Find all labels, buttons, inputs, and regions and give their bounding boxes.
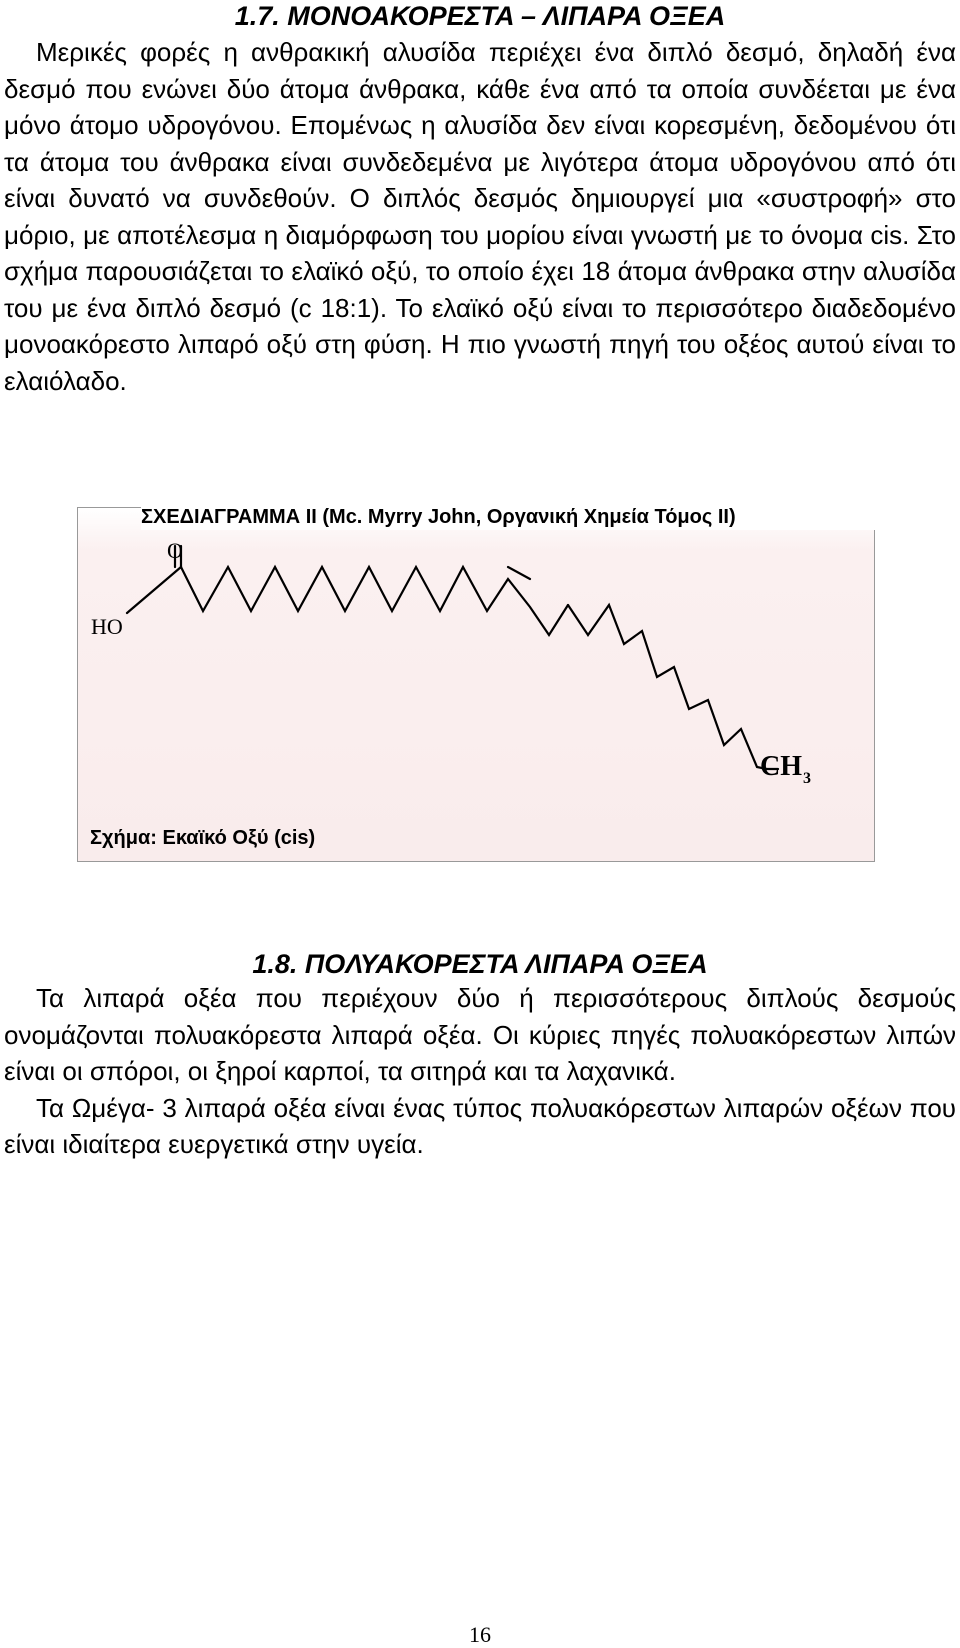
figure-title: ΣΧΕΔΙΑΓΡΑΜΜΑ ΙΙ (Mc. Myrry John, Οργανική Χημεία Τόμος ΙΙ) xyxy=(141,504,881,530)
methyl-group: CH xyxy=(760,751,802,782)
section-1-8 xyxy=(4,948,956,1163)
bond-cis-double xyxy=(508,567,530,579)
section-paragraph: Μερικές φορές η ανθρακική αλυσίδα περιέχει ένα διπλό δεσμό, δηλαδή ένα δεσμό που ενώνει δύο άτομα άνθρακα, κάθε ένα από τα οποία συνδέεται με ένα μόνο άτομο υδρογόνου. Επομένως η αλυσίδα δεν είναι κορεσμένη, δεδομένου ότι τα άτομα του άνθρακα είναι συνδεδεμένα με λιγότερα άτομα υδρογόνου από ότι είναι δυνατό να συνδεθούν. Ο διπλός δεσμός δημιουργεί μια «συστροφή» στο μόριο, με αποτέλεσμα η διαμόρφωση του μορίου είναι γνωστή με το όνομα cis. Στο σχήμα παρουσιάζεται το ελαϊκό οξύ, το οποίο έχει 18 άτομα άνθρακα στην αλυσίδα του με ένα διπλό δεσμό (c 18:1). Το ελαϊκό οξύ είναι το περισσότερο διαδεδομένο μονοακόρεστο λιπαρό οξύ στη φύση. Η πιο γνωστή πηγή του οξέος αυτού είναι το ελαιόλαδο. xyxy=(4,37,956,396)
page-number: 16 xyxy=(469,1622,491,1647)
figure-caption: Σχήμα: Εκαϊκό Οξύ (cis) xyxy=(90,827,316,849)
section-1-7 xyxy=(4,0,956,399)
section-heading: 1.8. ΠΟΛΥΑΚΟΡΕΣΤΑ ΛΙΠΑΡΑ ΟΞΕΑ xyxy=(252,949,708,979)
hydroxyl-group: HO xyxy=(91,614,123,639)
methyl-subscript: 3 xyxy=(803,770,811,787)
section-heading: 1.7. ΜΟΝΟΑΚΟΡΕΣΤΑ – ΛΙΠΑΡΑ ΟΞΕΑ xyxy=(234,1,726,31)
oxygen-atom: O xyxy=(167,538,183,563)
section-paragraph: Τα λιπαρά οξέα που περιέχουν δύο ή περισσότερους διπλούς δεσμούς ονομάζονται πολυακόρεστα λιπαρά οξέα. Οι κύριες πηγές πολυακόρεστων λιπών είναι οι σπόροι, οι ξηροί καρποί, τα σιτηρά και τα λαχανικά. xyxy=(4,983,956,1086)
bond-ho xyxy=(127,567,181,613)
chain-segment-1 xyxy=(181,567,568,635)
chain-segment-2 xyxy=(568,605,778,769)
carbon-chain xyxy=(127,546,778,769)
section-paragraph: Τα Ωμέγα- 3 λιπαρά οξέα είναι ένας τύπος πολυακόρεστων λιπαρών οξέων που είναι ιδιαίτερα ευεργετικά στην υγεία. xyxy=(4,1092,956,1159)
oleic-acid-structure xyxy=(77,507,875,862)
